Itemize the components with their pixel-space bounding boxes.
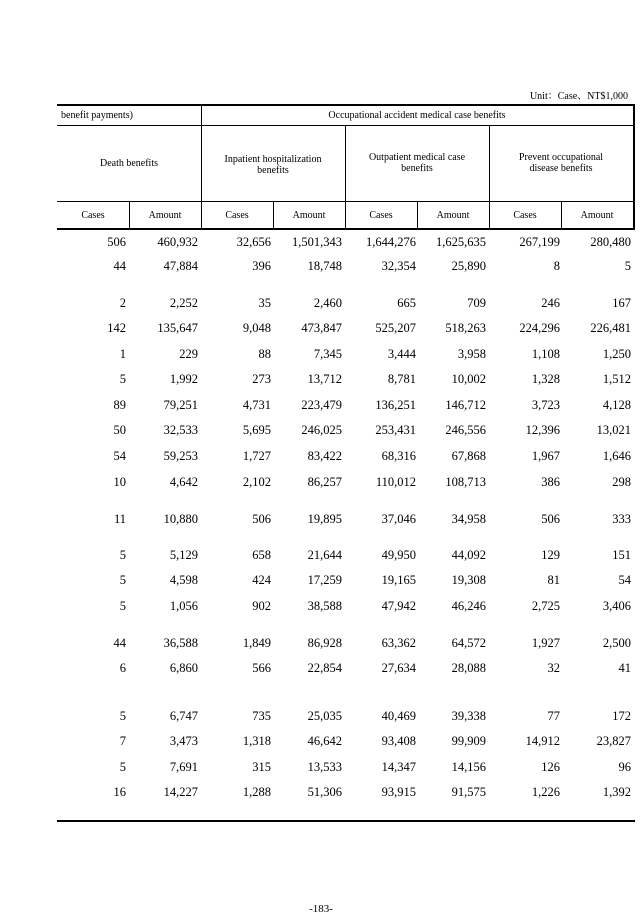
table-cell: 44 [113, 259, 126, 273]
table-cell: 96 [618, 760, 631, 774]
table-cell: 3,958 [457, 347, 486, 361]
table-cell: 41 [618, 661, 631, 675]
table-cell: 146,712 [445, 398, 486, 412]
table-cell: 19,165 [381, 573, 416, 587]
table-cell: 17,259 [307, 573, 342, 587]
table-cell: 10 [113, 475, 126, 489]
sub-col-header: Amount [580, 210, 614, 221]
table-cell: 2,500 [602, 636, 631, 650]
table-cell: 129 [541, 548, 560, 562]
table-cell: 1,992 [169, 372, 198, 386]
table-cell: 21,644 [307, 548, 342, 562]
col-group-outpatient [345, 152, 489, 174]
table-cell: 386 [541, 475, 560, 489]
table-cell: 4,731 [242, 398, 271, 412]
table-cell: 135,647 [157, 321, 198, 335]
table-cell: 1,392 [602, 785, 631, 799]
table-cell: 13,021 [596, 423, 631, 437]
table-cell: 44,092 [451, 548, 486, 562]
table-cell: 54 [113, 449, 126, 463]
table-header [57, 104, 635, 230]
table-cell: 4,642 [169, 475, 198, 489]
table-cell: 1,501,343 [292, 235, 342, 249]
table-cell: 25,890 [451, 259, 486, 273]
table-cell: 1,250 [602, 347, 631, 361]
table-cell: 81 [547, 573, 560, 587]
table-cell: 333 [612, 512, 631, 526]
table-cell: 110,012 [375, 475, 416, 489]
table-cell: 460,932 [157, 235, 198, 249]
sub-col-header: Cases [369, 210, 393, 221]
table-cell: 59,253 [163, 449, 198, 463]
table-cell: 11 [113, 512, 126, 526]
left-group-title: benefit payments) [61, 110, 133, 121]
table-cell: 93,915 [381, 785, 416, 799]
col-group-label: Inpatient hospitalization [224, 154, 322, 165]
header-rule [57, 125, 201, 126]
table-cell: 16 [113, 785, 126, 799]
table-cell: 167 [612, 296, 631, 310]
table-cell: 1 [119, 347, 126, 361]
table-cell: 6,860 [169, 661, 198, 675]
table-cell: 32,533 [163, 423, 198, 437]
table-cell: 223,479 [301, 398, 342, 412]
table-cell: 46,246 [451, 599, 486, 613]
table-cell: 8,781 [387, 372, 416, 386]
table-cell: 566 [252, 661, 271, 675]
table-cell: 2,725 [531, 599, 560, 613]
page-number: -183- [309, 903, 333, 915]
table-cell: 23,827 [596, 734, 631, 748]
table-cell: 709 [467, 296, 486, 310]
table-cell: 86,257 [307, 475, 342, 489]
table-cell: 64,572 [451, 636, 486, 650]
table-cell: 77 [547, 709, 560, 723]
table-cell: 34,958 [451, 512, 486, 526]
table-cell: 1,328 [531, 372, 560, 386]
table-cell: 40,469 [381, 709, 416, 723]
table-cell: 14,912 [525, 734, 560, 748]
table-cell: 396 [252, 259, 271, 273]
table-cell: 735 [252, 709, 271, 723]
table-cell: 1,288 [242, 785, 271, 799]
sub-col-header: Amount [292, 210, 326, 221]
table-cell: 5 [119, 372, 126, 386]
table-cell: 1,318 [242, 734, 271, 748]
table-cell: 172 [612, 709, 631, 723]
table-cell: 39,338 [451, 709, 486, 723]
table-cell: 10,880 [163, 512, 198, 526]
right-group-title: Occupational accident medical case benefits [328, 110, 506, 121]
table-cell: 19,308 [451, 573, 486, 587]
table-cell: 32,656 [236, 235, 271, 249]
sub-col-header: Amount [148, 210, 182, 221]
table-cell: 4,128 [602, 398, 631, 412]
table-cell: 142 [107, 321, 126, 335]
table-cell: 9,048 [242, 321, 271, 335]
table-cell: 5 [119, 573, 126, 587]
table-cell: 7,691 [169, 760, 198, 774]
table-cell: 19,895 [307, 512, 342, 526]
table-cell: 67,868 [451, 449, 486, 463]
table-cell: 273 [252, 372, 271, 386]
table-cell: 2,460 [313, 296, 342, 310]
table-cell: 32,354 [381, 259, 416, 273]
table-cell: 10,002 [451, 372, 486, 386]
table-cell: 1,646 [602, 449, 631, 463]
table-cell: 315 [252, 760, 271, 774]
table-cell: 298 [612, 475, 631, 489]
table-cell: 1,108 [531, 347, 560, 361]
table-cell: 665 [397, 296, 416, 310]
table-cell: 86,928 [307, 636, 342, 650]
table-body [57, 232, 635, 822]
table-cell: 13,533 [307, 760, 342, 774]
col-group-label: Outpatient medical case [368, 152, 466, 163]
table-cell: 6,747 [169, 709, 198, 723]
table-cell: 108,713 [445, 475, 486, 489]
table-cell: 246 [541, 296, 560, 310]
table-cell: 2,102 [242, 475, 271, 489]
table-cell: 54 [618, 573, 631, 587]
table-cell: 89 [113, 398, 126, 412]
table-cell: 3,473 [169, 734, 198, 748]
unit-label: Unit：Case、NT$1,000 [529, 91, 628, 102]
table-cell: 44 [113, 636, 126, 650]
table-cell: 5 [119, 760, 126, 774]
table-cell: 3,723 [531, 398, 560, 412]
table-cell: 151 [612, 548, 631, 562]
table-cell: 27,634 [381, 661, 416, 675]
table-cell: 35 [258, 296, 271, 310]
table-cell: 18,748 [307, 259, 342, 273]
table-cell: 47,942 [381, 599, 416, 613]
table-cell: 5 [119, 548, 126, 562]
col-group-label: benefits [257, 165, 289, 176]
table-cell: 4,598 [169, 573, 198, 587]
table-cell: 246,025 [301, 423, 342, 437]
table-cell: 506 [107, 235, 126, 249]
table-cell: 47,884 [163, 259, 198, 273]
table-cell: 7 [119, 734, 126, 748]
sub-col-header: Amount [436, 210, 470, 221]
table-cell: 506 [252, 512, 271, 526]
header-rule [201, 125, 633, 126]
table-cell: 506 [541, 512, 560, 526]
sub-col-header: Cases [81, 210, 105, 221]
col-group-prevent [489, 152, 633, 174]
table-cell: 46,642 [307, 734, 342, 748]
table-cell: 1,644,276 [366, 235, 416, 249]
col-group-label: Death benefits [99, 158, 159, 169]
table-cell: 12,396 [525, 423, 560, 437]
table-cell: 1,849 [242, 636, 271, 650]
col-group-label: Prevent occupational [518, 152, 604, 163]
table-cell: 1,056 [169, 599, 198, 613]
table-cell: 83,422 [307, 449, 342, 463]
table-cell: 14,347 [381, 760, 416, 774]
table-cell: 5,129 [169, 548, 198, 562]
table-cell: 36,588 [163, 636, 198, 650]
table-cell: 226,481 [590, 321, 631, 335]
table-cell: 2,252 [169, 296, 198, 310]
table-cell: 1,625,635 [436, 235, 486, 249]
table-cell: 658 [252, 548, 271, 562]
table-cell: 126 [541, 760, 560, 774]
col-group-label: benefits [401, 163, 433, 174]
table-cell: 8 [553, 259, 560, 273]
table-cell: 253,431 [375, 423, 416, 437]
table-cell: 37,046 [381, 512, 416, 526]
table-cell: 14,156 [451, 760, 486, 774]
table-cell: 93,408 [381, 734, 416, 748]
table-cell: 28,088 [451, 661, 486, 675]
table-cell: 2 [119, 296, 126, 310]
table-cell: 79,251 [163, 398, 198, 412]
table-cell: 63,362 [381, 636, 416, 650]
table-cell: 14,227 [163, 785, 198, 799]
table-cell: 50 [113, 423, 126, 437]
table-cell: 246,556 [445, 423, 486, 437]
table-cell: 13,712 [307, 372, 342, 386]
col-group-death [57, 158, 201, 169]
table-cell: 902 [252, 599, 271, 613]
table-cell: 22,854 [307, 661, 342, 675]
sub-col-header: Cases [225, 210, 249, 221]
table-cell: 1,727 [242, 449, 271, 463]
table-cell: 1,226 [531, 785, 560, 799]
table-cell: 3,444 [387, 347, 416, 361]
table-cell: 1,512 [602, 372, 631, 386]
col-group-inpatient [201, 154, 345, 176]
table-cell: 51,306 [307, 785, 342, 799]
table-cell: 229 [179, 347, 198, 361]
table-cell: 91,575 [451, 785, 486, 799]
table-cell: 6 [119, 661, 126, 675]
table-cell: 25,035 [307, 709, 342, 723]
sub-col-header: Cases [513, 210, 537, 221]
table-cell: 136,251 [375, 398, 416, 412]
table-cell: 280,480 [590, 235, 631, 249]
table-cell: 1,967 [531, 449, 560, 463]
table-cell: 224,296 [519, 321, 560, 335]
table-cell: 518,263 [445, 321, 486, 335]
table-cell: 5 [119, 709, 126, 723]
col-group-label: disease benefits [529, 163, 593, 174]
table-cell: 5,695 [242, 423, 271, 437]
table-cell: 424 [252, 573, 271, 587]
table-cell: 3,406 [602, 599, 631, 613]
table-cell: 267,199 [519, 235, 560, 249]
table-cell: 68,316 [381, 449, 416, 463]
table-cell: 473,847 [301, 321, 342, 335]
table-cell: 88 [258, 347, 271, 361]
table-cell: 32 [547, 661, 560, 675]
table-cell: 7,345 [313, 347, 342, 361]
table-cell: 5 [624, 259, 631, 273]
table-cell: 38,588 [307, 599, 342, 613]
table-cell: 525,207 [375, 321, 416, 335]
table-cell: 5 [119, 599, 126, 613]
table-cell: 99,909 [451, 734, 486, 748]
table-cell: 1,927 [531, 636, 560, 650]
table-cell: 49,950 [381, 548, 416, 562]
